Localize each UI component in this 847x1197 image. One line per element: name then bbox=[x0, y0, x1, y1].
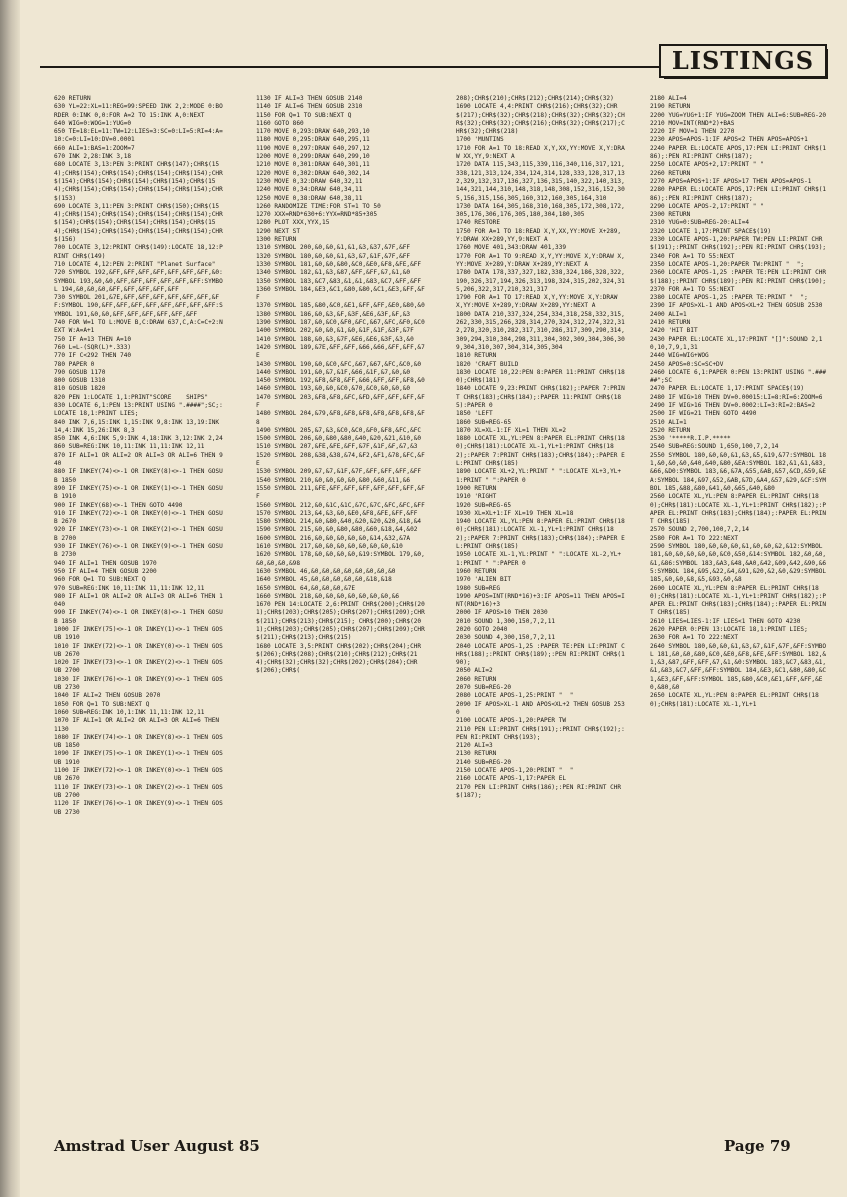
listing-line: 900 IF INKEY(68)<>-1 THEN GOTO 4490 bbox=[54, 501, 183, 509]
listing-line: 2640 SYMBOL 180,&0,&0,&1,&3,&7,&1F,&7F,&FF:SYMBOL 181,&0,&0,&80,&C0,&E0,&F8,&FE,&FF:SYMBOL 182,&1,&3,&87,&FF,&FF,&7,&1,&0:SYMBOL 183,&C7,&83,&1,&1,&83,&C7,&FF,&FF:SYMBOL 184,&E3,&C1,&80,&80,&C1,&E3,&FF,&FF:SYMBOL 185,&80,&C0,&E1,&FF,&FF,&E0,&80,&0 bbox=[650, 642, 827, 692]
listing-line: 1160 GOTO 860 bbox=[256, 119, 304, 127]
listing-line: 1040 IF ALI=2 THEN GOSUB 2070 bbox=[54, 692, 161, 700]
listing-line: 860 SUB=REG:INK 10,11:INK 11,11:INK 12,11 bbox=[54, 443, 205, 451]
listing-line: 790 GOSUB 1170 bbox=[54, 368, 106, 376]
listing-line: 2620 PAPER 0:PEN 13:LOCATE 18,1:PRINT LIES; bbox=[650, 626, 808, 633]
listing-line: 2120 ALI=3 bbox=[456, 742, 493, 750]
listing-line: 870 IF ALI=1 OR ALI=2 OR ALI=3 OR ALI=6 THEN 940 bbox=[54, 451, 223, 468]
listing-line: 1320 SYMBOL 180,&0,&0,&1,&3,&7,&1F,&7F,&FF bbox=[256, 252, 411, 260]
listing-line: 1100 IF INKEY(72)<>-1 OR INKEY(0)<>-1 THEN GOSUB 2670 bbox=[54, 767, 223, 783]
listing-line: 1880 LOCATE XL,YL:PEN 8:PAPER EL:PRINT CHR$(180);CHR$(181):LOCATE XL-1,YL+1:PRINT CHR$(182);:PAPER 7:PRINT CHR$(183);CHR$(184);:PAPER EL:PRINT CHR$(185) bbox=[456, 435, 625, 468]
listing-line: 2610 LIES=LIES-1:IF LIES<1 THEN GOTO 4230 bbox=[650, 617, 801, 625]
listing-line: 1610 SYMBOL 217,&0,&0,&0,&0,&0,&0,&0,&10 bbox=[256, 543, 403, 551]
listing-line: 1520 SYMBOL 208,&38,&38,&74,&F2,&F1,&78,&FC,&FE bbox=[256, 451, 425, 468]
listing-line: 1050 FOR Q=1 TO SUB:NEXT Q bbox=[54, 700, 150, 708]
listing-line: 1850 'LEFT bbox=[456, 410, 493, 418]
listing-line: 1200 MOVE 0,299:DRAW 640,299,10 bbox=[256, 153, 370, 161]
listing-line: 1860 SUB=REG-65 bbox=[456, 418, 512, 426]
listing-line: 1020 IF INKEY(73)<>-1 OR INKEY(2)<>-1 THEN GOSUB 2700 bbox=[54, 659, 223, 675]
listing-column-3 bbox=[456, 95, 626, 1135]
listing-line: 2050 ALI=2 bbox=[456, 667, 493, 675]
listing-line: 1760 MOVE 401,343:DRAW 401,339 bbox=[456, 244, 567, 252]
listing-line: 2590 SYMBOL 180,&0,&0,&0,&1,&0,&0,&2,&12:SYMBOL 181,&0,&0,&0,&0,&0,&C0,&50,&14:SYMBOL 182,&0,&0,&1,&86:SYMBOL 183,&A3,&48,&A0,&42,&09,&42,&90,&65:SYMBOL 184,&95,&22,&4,&91,&20,&2,&0,&29:SYMBOL 185,&0,&0,&8,&5,&93,&0,&8 bbox=[650, 543, 830, 584]
listing-line: 640 WIG=0:WOG=1:YUG=0 bbox=[54, 119, 132, 127]
listing-line: 980 IF ALI=1 OR ALI=2 OR ALI=3 OR ALI=6 THEN 1040 bbox=[54, 592, 223, 609]
footer-page-number: Page 79 bbox=[724, 1137, 791, 1155]
listing-line: 2570 SOUND 2,700,100,7,2,14 bbox=[650, 526, 750, 534]
listing-column-2 bbox=[256, 95, 426, 1135]
listing-line: 1560 SYMBOL 212,&0,&1C,&1C,&7C,&7C,&FC,&FC,&FF bbox=[256, 501, 425, 509]
listing-line: 2100 LOCATE APOS-1,20:PAPER TW bbox=[456, 717, 567, 725]
listing-line: 1900 RETURN bbox=[456, 484, 497, 492]
listing-line: 1290 NEXT ST bbox=[256, 227, 301, 235]
listing-line: 1360 SYMBOL 184,&E3,&C1,&80,&80,&C1,&E3,&FF,&FF bbox=[256, 285, 425, 302]
listing-line: 1490 SYMBOL 205,&7,&3,&C0,&C0,&F0,&F8,&FC,&FC bbox=[256, 426, 422, 434]
listing-line: 1810 RETURN bbox=[456, 352, 497, 360]
listing-line: 1620 SYMBOL 178,&0,&0,&0,&0,&19:SYMBOL 179,&0,&0,&0,&0,&98 bbox=[256, 551, 425, 567]
listing-line: 1190 MOVE 0,297:DRAW 640,297,12 bbox=[256, 144, 370, 152]
listing-line: 1990 APOS=INT(RND*16)+3:IF APOS=11 THEN APOS=INT(RND*16)+3 bbox=[456, 592, 625, 609]
listing-line: 1670 PEN 14:LOCATE 2,6:PRINT CHR$(200);CHR$(201);CHR$(203);CHR$(205);CHR$(207);CHR$(209);CHR$(211);CHR$(213);CHR$(215); CHR$(200);CHR$(201);CHR$(203);CHR$(205);CHR$(207);CHR$(209);CHR$(211);CHR$(213);CHR$(215) bbox=[256, 601, 425, 642]
listing-line: 1790 FOR A=1 TO 17:READ X,Y,YY:MOVE X,Y:DRAW X,YY:MOVE X+289,Y:DRAW X+289,YY:NEXT A bbox=[456, 294, 622, 310]
listing-line: 2140 SUB=REG-20 bbox=[456, 758, 512, 766]
listing-line: 1720 DATA 115,343,115,339,116,340,116,317,121,338,121,313,124,334,124,314,128,333,128,317,132,329,132,317,136,327,136,315,140,322,140,313,144,321,144,310,148,318,148,308,152,316,152,305,156,315,156,305,160,312,160,305,164,310 bbox=[456, 161, 625, 202]
listing-line: 660 ALI=1:BAS=1:ZOOM=7 bbox=[54, 144, 135, 152]
listing-line: 1770 FOR A=1 TO 9:READ X,Y,YY:MOVE X,Y:DRAW X,YY:MOVE X+289,Y:DRAW X+289,YY:NEXT A bbox=[456, 252, 625, 268]
listing-line: 208);CHR$(210);CHR$(212);CHR$(214);CHR$(32) bbox=[456, 95, 614, 102]
listing-line: 2070 SUB=REG-20 bbox=[456, 684, 512, 692]
listing-line: 2170 PEN LI:PRINT CHR$(186);:PEN RI:PRINT CHR$(187); bbox=[456, 783, 622, 799]
listing-line: 1470 SYMBOL 203,&F8,&F8,&FC,&FD,&FF,&FF,&FF,&FF bbox=[256, 393, 425, 409]
listing-line: 2330 LOCATE APOS-1,20:PAPER TW:PEN LI:PRINT CHR$(191);:PRINT CHR$(192);:PEN RI:PRINT CHR$(193); bbox=[650, 236, 827, 252]
listing-line: 2390 IF APOS>XL-1 AND APOS<XL+2 THEN GOSUB 2530 bbox=[650, 302, 823, 310]
listing-line: 620 RETURN bbox=[54, 95, 91, 102]
listing-line: 2060 RETURN bbox=[456, 675, 497, 683]
listing-line: 2290 LOCATE APOS-2,17:PRINT " " bbox=[650, 202, 764, 210]
listing-line: 1440 SYMBOL 191,&0,&7,&1F,&66,&1F,&7,&0,&0 bbox=[256, 368, 411, 376]
listing-line: 1750 FOR A=1 TO 18:READ X,Y,XX,YY:MOVE X+289,Y:DRAW XX+289,YY,9:NEXT A bbox=[456, 227, 622, 244]
listing-line: 1130 IF ALI=3 THEN GOSUB 2140 bbox=[256, 95, 363, 102]
listing-line: 2430 PAPER EL:LOCATE XL,17:PRINT "[]":SOUND 2,10,10,7,9,1,31 bbox=[650, 335, 823, 351]
page-binding-shadow bbox=[0, 0, 20, 1197]
listing-line: 720 SYMBOL 192,&FF,&FF,&FF,&FF,&FF,&FF,&FF,&0:SYMBOL 193,&0,&0,&FF,&FF,&FF,&FF,&FF,&FF:SYMBOL 194,&0,&0,&0,&FF,&FF,&FF,&FF,&FF bbox=[54, 269, 223, 293]
listing-line: 2250 LOCATE APOS+2,17:PRINT " " bbox=[650, 161, 764, 169]
listing-line: 2000 IF APOS>10 THEN 2030 bbox=[456, 609, 548, 617]
listing-line: 800 GOSUB 1310 bbox=[54, 377, 106, 385]
listing-line: 1930 XL=XL+1:IF XL=19 THEN XL=18 bbox=[456, 509, 574, 517]
listing-line: 1640 SYMBOL 45,&0,&0,&0,&0,&0,&18,&18 bbox=[256, 576, 392, 584]
header-rule bbox=[40, 66, 659, 68]
listing-line: 850 INK 4,6:INK 5,9:INK 4,18:INK 3,12:INK 2,24 bbox=[54, 435, 223, 443]
listing-line: 2200 YUG=YUG+1:IF YUG=ZOOM THEN ALI=6:SUB=REG-20 bbox=[650, 111, 827, 119]
listing-line: 950 IF ALI=4 THEN GOSUB 2200 bbox=[54, 567, 157, 575]
listing-line: 1460 SYMBOL 193,&0,&0,&C0,&70,&C0,&0,&0,&0 bbox=[256, 385, 411, 393]
listing-line: 2600 LOCATE XL,YL:PEN 8:PAPER EL:PRINT CHR$(180);CHR$(181):LOCATE XL-1,YL+1:PRINT CHR$(182);:PAPER EL:PRINT CHR$(183);CHR$(184);:PAPER EL:PRINT CHR$(185) bbox=[650, 584, 827, 617]
listing-line: 680 LOCATE 3,13:PEN 3:PRINT CHR$(147);CHR$(154);CHR$(154);CHR$(154);CHR$(154);CHR$(154);CHR$(154);CHR$(154);CHR$(154);CHR$(154);CHR$(154);CHR$(154);CHR$(154);CHR$(154);CHR$(154);CHR$(153) bbox=[54, 161, 223, 202]
listing-line: 1060 SUB=REG:INK 10,1:INK 11,11:INK 12,11 bbox=[54, 708, 205, 716]
listing-line: 890 IF INKEY(75)<>-1 OR INKEY(1)<>-1 THEN GOSUB 1910 bbox=[54, 484, 223, 501]
listing-line: 1400 SYMBOL 202,&0,&0,&1,&0,&1F,&1F,&3F,&7F bbox=[256, 327, 414, 335]
footer-magazine-issue: Amstrad User August 85 bbox=[54, 1137, 260, 1155]
listing-line: 2090 IF APOS>XL-1 AND APOS<XL+2 THEN GOSUB 2530 bbox=[456, 700, 625, 716]
listing-line: 2460 LOCATE 6,1:PAPER 0:PEN 13:PRINT USING ".#####";SC bbox=[650, 368, 827, 385]
listing-line: 1980 SUB=REG bbox=[456, 584, 501, 592]
listing-line: 1650 SYMBOL 64,&0,&0,&0,&7E bbox=[256, 584, 356, 592]
listing-line: 2630 FOR A=1 TO 222:NEXT bbox=[650, 634, 739, 642]
listing-line: 2320 LOCATE 1,17:PRINT SPACE$(19) bbox=[650, 227, 772, 235]
listing-line: 730 SYMBOL 201,&7E,&FF,&FF,&FF,&FF,&FF,&FF,&FF:SYMBOL 190,&FF,&FF,&FF,&FF,&FF,&FF,&FF,&FF:SYMBOL 191,&0,&0,&FF,&FF,&FF,&FF,&FF,&FF bbox=[54, 294, 223, 318]
listing-line: 990 IF INKEY(74)<>-1 OR INKEY(8)<>-1 THEN GOSUB 1850 bbox=[54, 609, 223, 625]
listing-line: 1350 SYMBOL 183,&C7,&83,&1,&1,&83,&C7,&FF,&FF bbox=[256, 277, 422, 285]
listing-line: 1690 LOCATE 4,4:PRINT CHR$(216);CHR$(32);CHR$(217);CHR$(32);CHR$(218);CHR$(32);CHR$(32);CHR$(32);CHR$(32);CHR$(216);CHR$(32);CHR$(217);CHR$(32);CHR$(218) bbox=[456, 103, 625, 136]
listing-line: 700 LOCATE 3,12:PRINT CHR$(149):LOCATE 18,12:PRINT CHR$(149) bbox=[54, 244, 223, 260]
listing-line: 2010 SOUND 1,300,150,7,2,11 bbox=[456, 617, 556, 625]
listings-badge: LISTINGS bbox=[659, 44, 827, 78]
listing-line: 2240 PAPER EL:LOCATE APOS,17:PEN LI:PRINT CHR$(186);:PEN RI:PRINT CHR$(187); bbox=[650, 144, 827, 161]
listing-line: 970 SUB=REG:INK 10,11:INK 11,11:INK 12,11 bbox=[54, 584, 205, 592]
listing-line: 2220 IF MOV=1 THEN 2270 bbox=[650, 128, 735, 136]
listing-line: 1550 SYMBOL 211,&FE,&FF,&FF,&FF,&FF,&FF,&FF,&FF bbox=[256, 484, 425, 501]
listing-line: 1840 LOCATE 9,23:PRINT CHR$(182);:PAPER 7:PRINT CHR$(183);CHR$(184);:PAPER 11:PRINT CHR$(185):PAPER 0 bbox=[456, 385, 625, 409]
listing-line: 2510 ALI=1 bbox=[650, 418, 687, 426]
listing-line: 1150 FOR Q=1 TO SUB:NEXT Q bbox=[256, 111, 352, 119]
listing-line: 1180 MOVE 0,295:DRAW 640,295,11 bbox=[256, 136, 370, 144]
listing-line: 1070 IF ALI=1 OR ALI=2 OR ALI=3 OR ALI=6 THEN 1130 bbox=[54, 717, 223, 733]
listing-line: 1210 MOVE 0,301:DRAW 640,301,11 bbox=[256, 161, 370, 169]
listing-line: 1710 FOR A=1 TO 18:READ X,Y,XX,YY:MOVE X,Y:DRAW XX,YY,9:NEXT A bbox=[456, 144, 625, 161]
listing-line: 1500 SYMBOL 206,&0,&80,&80,&40,&20,&21,&10,&0 bbox=[256, 435, 422, 443]
listing-line: 1740 RESTORE bbox=[456, 219, 501, 227]
listing-line: 1890 LOCATE XL+2,YL:PRINT " ":LOCATE XL+3,YL+1:PRINT " ":PAPER 0 bbox=[456, 468, 622, 484]
listing-line: 780 PAPER 0 bbox=[54, 360, 95, 368]
listing-line: 1630 SYMBOL 46,&0,&0,&0,&0,&0,&0,&0,&0 bbox=[256, 567, 396, 575]
listing-line: 940 IF ALI=1 THEN GOSUB 1970 bbox=[54, 559, 157, 567]
listing-line: 2380 LOCATE APOS-1,25 :PAPER TE:PRINT " "; bbox=[650, 294, 808, 302]
listing-line: 810 GOSUB 1820 bbox=[54, 385, 106, 393]
listing-line: 2450 APOS=0:SC=SC+DV bbox=[650, 360, 724, 368]
listing-line: 1920 SUB=REG-65 bbox=[456, 501, 512, 509]
listing-line: 1410 SYMBOL 188,&0,&3,&7F,&E6,&E6,&3F,&3,&0 bbox=[256, 335, 414, 343]
listing-line: 880 IF INKEY(74)<>-1 OR INKEY(8)<>-1 THEN GOSUB 1850 bbox=[54, 468, 223, 484]
listing-line: 1870 XL=XL-1:IF XL=1 THEN XL=2 bbox=[456, 426, 567, 434]
listing-line: 920 IF INKEY(73)<>-1 OR INKEY(2)<>-1 THEN GOSUB 2700 bbox=[54, 526, 223, 542]
listing-line: 1010 IF INKEY(72)<>-1 OR INKEY(0)<>-1 THEN GOSUB 2670 bbox=[54, 642, 223, 658]
listing-line: 2360 LOCATE APOS-1,25 :PAPER TE:PEN LI:PRINT CHR$(188);:PRINT CHR$(189);:PEN RI:PRINT CHR$(190); bbox=[650, 269, 827, 285]
listing-line: 1480 SYMBOL 204,&79,&F8,&F8,&F8,&F8,&F8,&F8,&F8 bbox=[256, 410, 425, 426]
listing-line: 1230 MOVE 0,32:DRAW 640,32,11 bbox=[256, 177, 363, 185]
listing-line: 2500 IF WIG=21 THEN GOTO 4490 bbox=[650, 410, 757, 418]
listing-line: 690 LOCATE 3,11:PEN 3:PRINT CHR$(150);CHR$(154);CHR$(154);CHR$(154);CHR$(154);CHR$(154);CHR$(154);CHR$(154);CHR$(154);CHR$(154);CHR$(154);CHR$(154);CHR$(154);CHR$(154);CHR$(154);CHR$(156) bbox=[54, 202, 223, 244]
listing-line: 1250 MOVE 0,38:DRAW 640,38,11 bbox=[256, 194, 363, 202]
listing-line: 2260 RETURN bbox=[650, 169, 691, 177]
listing-line: 2550 SYMBOL 180,&0,&0,&1,&3,&5,&19,&77:SYMBOL 181,&0,&0,&0,&40,&40,&80,&EA:SYMBOL 182,&1,&1,&83,&66,&D0:SYMBOL 183,&6,&7A,&55,&AB,&57,&CD,&59,&EA:SYMBOL 184,&97,&52,&AB,&7D,&A4,&57,&29,&CF:SYMBOL 185,&88,&80,&41,&0,&65,&40,&80 bbox=[650, 451, 827, 492]
listing-line: 1280 PLOT XXX,YYX,15 bbox=[256, 219, 330, 227]
listing-line: 840 INK 7,6,15:INK 1,15:INK 9,8:INK 13,19:INK 14,4:INK 15,26:INK 8,3 bbox=[54, 418, 223, 434]
listing-line: 1970 'ALIEN BIT bbox=[456, 576, 512, 584]
listing-line: 1310 SYMBOL 200,&0,&0,&1,&1,&3,&37,&7F,&FF bbox=[256, 244, 411, 252]
listing-line: 1380 SYMBOL 186,&0,&3,&F,&3F,&E6,&3F,&F,&3 bbox=[256, 310, 411, 318]
listing-line: 1730 DATA 164,305,168,310,168,305,172,308,172,305,176,306,176,305,180,304,180,305 bbox=[456, 202, 625, 219]
listing-line: 1370 SYMBOL 185,&80,&C0,&E1,&FF,&FF,&E0,&80,&0 bbox=[256, 302, 425, 310]
listing-line: 2370 FOR A=1 TO 55:NEXT bbox=[650, 285, 735, 293]
listing-line: 2160 LOCATE APOS-1,17:PAPER EL bbox=[456, 775, 567, 783]
listing-column-1 bbox=[54, 95, 224, 1135]
listing-line: 1590 SYMBOL 215,&0,&0,&80,&80,&60,&18,&4,&02 bbox=[256, 526, 418, 534]
listing-line: 1600 SYMBOL 216,&0,&0,&0,&0,&0,&14,&32,&7A bbox=[256, 534, 411, 542]
listing-line: 960 FOR Q=1 TO SUB:NEXT Q bbox=[54, 576, 146, 584]
listing-line: 1240 MOVE 0,34:DRAW 640,34,11 bbox=[256, 186, 363, 194]
listing-line: 2180 ALI=4 bbox=[650, 95, 687, 102]
listing-line: 1090 IF INKEY(75)<>-1 OR INKEY(1)<>-1 THEN GOSUB 1910 bbox=[54, 750, 223, 766]
listing-line: 1960 RETURN bbox=[456, 567, 497, 575]
listing-line: 2080 LOCATE APOS-1,25:PRINT " " bbox=[456, 692, 574, 700]
listing-line: 1800 DATA 210,337,324,254,334,318,258,332,315,262,330,315,266,328,314,270,324,312,274,322,312,278,320,310,282,317,310,286,317,309,290,314,309,294,310,304,298,311,304,302,309,304,306,309,304,310,307,304,314,305,304 bbox=[456, 310, 625, 351]
listing-line: 2150 LOCATE APOS-1,20:PRINT " " bbox=[456, 767, 574, 775]
listing-line: 760 L=L-(SQR(L)*.333) bbox=[54, 343, 132, 351]
listing-line: 2580 FOR A=1 TO 222:NEXT bbox=[650, 534, 739, 542]
listing-line: 820 PEN 1:LOCATE 1,1:PRINT"SCORE SHIPS" bbox=[54, 393, 209, 401]
listing-line: 1570 SYMBOL 213,&4,&3,&0,&E0,&F8,&FE,&FF,&FF bbox=[256, 509, 418, 517]
listing-line: 1330 SYMBOL 181,&0,&0,&80,&C0,&E0,&F8,&FE,&FF bbox=[256, 260, 422, 268]
listing-line: 1830 LOCATE 10,22:PEN 8:PAPER 11:PRINT CHR$(180);CHR$(181) bbox=[456, 368, 625, 385]
listing-line: 1700 'MUNTINS bbox=[456, 136, 504, 144]
listing-line: 2410 RETURN bbox=[650, 319, 691, 327]
listing-line: 1430 SYMBOL 190,&0,&C0,&FC,&67,&67,&FC,&C0,&0 bbox=[256, 360, 422, 368]
listing-line: 2310 YUG=0:SUB=REG-20:ALI=4 bbox=[650, 219, 750, 227]
listing-line: 1340 SYMBOL 182,&1,&3,&87,&FF,&FF,&7,&1,&0 bbox=[256, 269, 411, 277]
listing-line: 1000 IF INKEY(75)<>-1 OR INKEY(1)<>-1 THEN GOSUB 1910 bbox=[54, 626, 223, 642]
listing-line: 2530 '*****R.I.P.***** bbox=[650, 435, 731, 443]
listing-line: 1220 MOVE 0,302:DRAW 640,302,14 bbox=[256, 169, 370, 177]
listing-line: 1390 SYMBOL 187,&0,&C0,&F0,&FC,&67,&FC,&F0,&C0 bbox=[256, 319, 425, 327]
listing-line: 1260 RANDOMIZE TIME:FOR ST=1 TO 50 bbox=[256, 202, 381, 210]
listing-line: 1580 SYMBOL 214,&0,&80,&40,&20,&20,&20,&18,&4 bbox=[256, 518, 422, 526]
listing-line: 2230 APOS=APOS-1:IF APOS<2 THEN APOS=APOS+1 bbox=[650, 136, 808, 144]
listing-line: 1780 DATA 178,337,327,182,338,324,186,328,322,190,326,317,194,326,313,198,324,315,202,324,315,206,322,317,210,321,317 bbox=[456, 269, 625, 293]
listing-line: 630 YL=22:XL=11:REG=99:SPEED INK 2,2:MODE 0:BORDER 0:INK 0,0:FOR A=2 TO 15:INK A,0:NEXT bbox=[54, 103, 223, 119]
listing-line: 1660 SYMBOL 218,&0,&0,&0,&0,&0,&0,&0,&6 bbox=[256, 592, 400, 600]
listing-line: 2190 RETURN bbox=[650, 103, 691, 111]
listing-line: 740 FOR W=1 TO L:MOVE B,C:DRAW 637,C,A:C=C+2:NEXT W:A=A+1 bbox=[54, 319, 223, 335]
listing-line: 1680 LOCATE 3,5:PRINT CHR$(202);CHR$(204);CHR$(206);CHR$(208);CHR$(210);CHR$(212);CHR$(214);CHR$(32);CHR$(32);CHR$(202);CHR$(204);CHR$(206);CHR$( bbox=[256, 642, 422, 675]
listing-line: 1820 'CRAFT BUILD bbox=[456, 360, 519, 368]
listing-line: 2340 FOR A=1 TO 55:NEXT bbox=[650, 252, 735, 260]
listing-line: 1270 XXX=RND*630+6:YYX=RND*85+305 bbox=[256, 211, 378, 219]
listing-line: 1950 LOCATE XL-1,YL:PRINT " ":LOCATE XL-2,YL+1:PRINT " ":PAPER 0 bbox=[456, 551, 622, 567]
listing-line: 2210 MOV=INT(RND*2)+BAS bbox=[650, 119, 735, 127]
listing-line: 750 IF A=13 THEN A=10 bbox=[54, 335, 132, 343]
listing-line: 1140 IF ALI=6 THEN GOSUB 2310 bbox=[256, 103, 363, 111]
listing-line: 710 LOCATE 4,12:PEN 2:PRINT "Planet Surface" bbox=[54, 260, 216, 268]
listing-line: 2560 LOCATE XL,YL:PEN 8:PAPER EL:PRINT CHR$(180);CHR$(181):LOCATE XL-1,YL+1:PRINT CHR$(182);:PAPER EL:PRINT CHR$(183);CHR$(184);:PAPER EL:PRINT CHR$(185) bbox=[650, 493, 827, 526]
listing-line: 2300 RETURN bbox=[650, 211, 691, 219]
listing-line: 2110 PEN LI:PRINT CHR$(191);:PRINT CHR$(192);:PEN RI:PRINT CHR$(193); bbox=[456, 725, 625, 741]
listing-column-4 bbox=[650, 95, 828, 1135]
listing-line: 1510 SYMBOL 207,&FE,&FE,&FF,&7F,&1F,&F,&7,&3 bbox=[256, 443, 418, 451]
listing-line: 1300 RETURN bbox=[256, 236, 297, 244]
listing-line: 2040 LOCATE APOS-1,25 :PAPER TE:PEN LI:PRINT CHR$(188);:PRINT CHR$(189);:PEN RI:PRINT CHR$(190); bbox=[456, 642, 625, 667]
listing-line: 1940 LOCATE XL,YL:PEN 8:PAPER EL:PRINT CHR$(180);CHR$(181):LOCATE XL-1,YL+1:PRINT CHR$(182);:PAPER 7:PRINT CHR$(183);CHR$(184);:PAPER EL:PRINT CHR$(185) bbox=[456, 518, 625, 551]
listing-line: 930 IF INKEY(76)<>-1 OR INKEY(9)<>-1 THEN GOSUB 2730 bbox=[54, 543, 223, 559]
listing-line: 2400 ALI=1 bbox=[650, 310, 687, 318]
listing-line: 670 INK 2,28:INK 3,18 bbox=[54, 153, 132, 161]
listing-line: 2540 SUB=REG:SOUND 1,650,100,7,2,14 bbox=[650, 443, 779, 451]
listing-line: 830 LOCATE 6,1:PEN 13:PRINT USING ".####";SC;:LOCATE 18,1:PRINT LIES; bbox=[54, 401, 223, 418]
listing-line: 2650 LOCATE XL,YL:PEN 8:PAPER EL:PRINT CHR$(180);CHR$(181):LOCATE XL-1,YL+1 bbox=[650, 692, 819, 708]
listing-line: 1030 IF INKEY(76)<>-1 OR INKEY(9)<>-1 THEN GOSUB 2730 bbox=[54, 675, 223, 692]
listing-line: 2280 PAPER EL:LOCATE APOS,17:PEN LI:PRINT CHR$(186);:PEN RI:PRINT CHR$(187); bbox=[650, 186, 827, 202]
listing-line: 2480 IF WIG>10 THEN DV=0.00015:LI=8:RI=6:ZOOM=6 bbox=[650, 393, 823, 401]
listing-line: 2020 GOTO 2040 bbox=[456, 626, 508, 633]
listing-line: 910 IF INKEY(72)<>-1 OR INKEY(0)<>-1 THEN GOSUB 2670 bbox=[54, 509, 223, 526]
listing-line: 650 TE=18:EL=11:TW=12:LIES=3:SC=0:LI=5:RI=4:A=10:C=0:LI=10:DV=0.0001 bbox=[54, 128, 223, 144]
listing-line: 1540 SYMBOL 210,&0,&0,&0,&0,&80,&60,&11,&6 bbox=[256, 476, 411, 484]
listing-line: 2470 PAPER EL:LOCATE 1,17:PRINT SPACE$(19) bbox=[650, 385, 805, 393]
listing-line: 1170 MOVE 0,293:DRAW 640,293,10 bbox=[256, 128, 370, 136]
listing-line: 1110 IF INKEY(73)<>-1 OR INKEY(2)<>-1 THEN GOSUB 2700 bbox=[54, 783, 223, 799]
listing-line: 2440 WIG=WIG+WOG bbox=[650, 352, 709, 360]
listing-line: 2270 APOS=APOS+1:IF APOS>17 THEN APOS=APOS-1 bbox=[650, 177, 812, 185]
listing-line: 2520 RETURN bbox=[650, 426, 691, 434]
listing-line: 2130 RETURN bbox=[456, 750, 497, 758]
listing-line: 2490 IF WIG>16 THEN DV=0.0002:LI=3:RI=2:BAS=2 bbox=[650, 401, 816, 409]
listing-line: 770 IF C<292 THEN 740 bbox=[54, 352, 132, 360]
listing-line: 2030 SOUND 4,300,150,7,2,11 bbox=[456, 634, 556, 642]
listing-line: 1910 'RIGHT bbox=[456, 493, 497, 501]
listing-line: 1450 SYMBOL 192,&F8,&F8,&FF,&66,&FF,&FF,&F8,&0 bbox=[256, 377, 425, 385]
listing-line: 1080 IF INKEY(74)<>-1 OR INKEY(8)<>-1 THEN GOSUB 1850 bbox=[54, 733, 223, 750]
listing-line: 2350 LOCATE APOS-1,20:PAPER TW:PRINT " "; bbox=[650, 260, 805, 268]
listing-line: 2420 'HIT BIT bbox=[650, 327, 698, 335]
listing-line: 1120 IF INKEY(76)<>-1 OR INKEY(9)<>-1 THEN GOSUB 2730 bbox=[54, 800, 223, 816]
listing-line: 1420 SYMBOL 189,&7E,&FF,&FF,&66,&66,&FF,&FF,&7E bbox=[256, 343, 425, 360]
listing-line: 1530 SYMBOL 209,&7,&7,&1F,&7F,&FF,&FF,&FF,&FF bbox=[256, 468, 422, 476]
